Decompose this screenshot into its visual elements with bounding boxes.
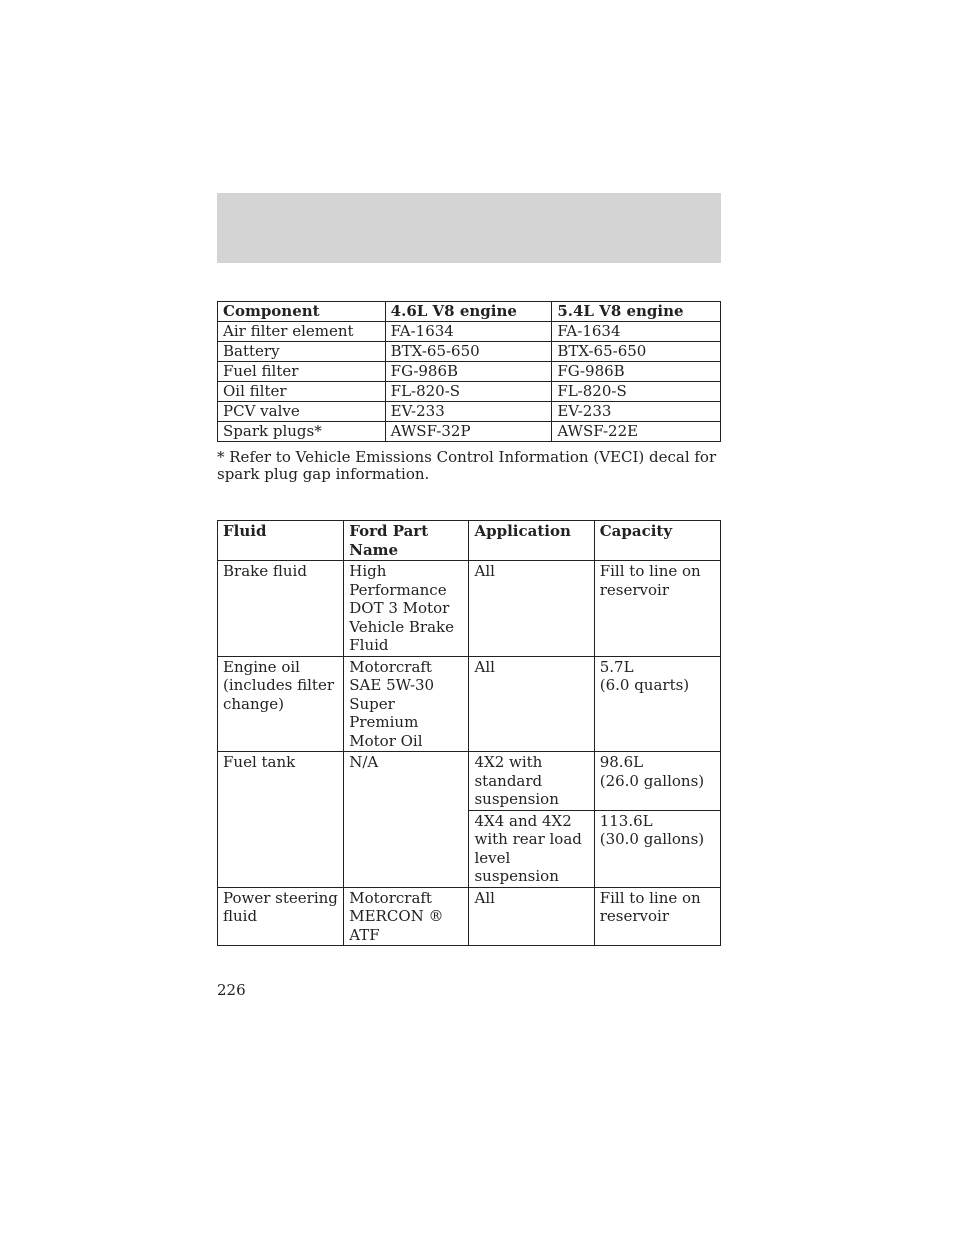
table-row-power-steering [218, 887, 721, 946]
capacity-cell [594, 752, 720, 811]
fluid-cell: Power steering fluid [218, 887, 344, 946]
spark-plug-footnote: * Refer to Vehicle Emissions Control Information (VECI) decal for spark plug gap information. [217, 448, 717, 483]
column-header-ford-part-name: Ford Part Name [344, 521, 469, 561]
application-cell: All [469, 656, 594, 752]
part-name-cell: N/A [344, 752, 469, 888]
capacity-gallons: (30.0 gallons) [599, 830, 705, 848]
part-name-cell: High Performance DOT 3 Motor Vehicle Brake Fluid [344, 561, 469, 657]
component-cell: PCV valve [218, 402, 386, 422]
table-row-engine-oil [218, 656, 721, 752]
application-cell: All [469, 887, 594, 946]
table-row [218, 422, 721, 442]
component-cell: Spark plugs* [218, 422, 386, 442]
table-row [218, 382, 721, 402]
part-cell: AWSF-22E [552, 422, 721, 442]
table-row [218, 402, 721, 422]
column-header-54l-engine: 5.4L V8 engine [552, 302, 721, 322]
parts-table-header-row [218, 302, 721, 322]
application-cell: 4X4 and 4X2 with rear load level suspension [469, 810, 594, 887]
part-cell: FA-1634 [552, 322, 721, 342]
column-header-application: Application [469, 521, 594, 561]
capacity-quarts: (6.0 quarts) [599, 676, 690, 694]
part-name-cell: Motorcraft SAE 5W-30 Super Premium Motor Oil [344, 656, 469, 752]
table-row [218, 342, 721, 362]
column-header-fluid: Fluid [218, 521, 344, 561]
part-cell: EV-233 [552, 402, 721, 422]
part-name-cell: Motorcraft MERCON ® ATF [344, 887, 469, 946]
capacity-cell [594, 656, 720, 752]
table-row-brake-fluid [218, 561, 721, 657]
fluids-table [217, 520, 721, 946]
capacity-cell [594, 810, 720, 887]
application-cell: All [469, 561, 594, 657]
page-number: 226 [217, 981, 246, 999]
part-cell: EV-233 [385, 402, 552, 422]
part-cell: AWSF-32P [385, 422, 552, 442]
fluid-cell: Brake fluid [218, 561, 344, 657]
column-header-component: Component [218, 302, 386, 322]
part-cell: FL-820-S [552, 382, 721, 402]
component-cell: Fuel filter [218, 362, 386, 382]
section-header-band [217, 193, 721, 263]
table-row-fuel-tank [218, 752, 721, 811]
capacity-gallons: (26.0 gallons) [599, 771, 705, 790]
component-cell: Oil filter [218, 382, 386, 402]
table-row [218, 322, 721, 342]
column-header-46l-engine: 4.6L V8 engine [385, 302, 552, 322]
capacity-liters: 98.6L [599, 753, 644, 771]
capacity-cell: Fill to line on reservoir [594, 887, 720, 946]
part-cell: FG-986B [552, 362, 721, 382]
part-cell: BTX-65-650 [552, 342, 721, 362]
capacity-cell: Fill to line on reservoir [594, 561, 720, 657]
component-cell: Battery [218, 342, 386, 362]
part-cell: BTX-65-650 [385, 342, 552, 362]
column-header-capacity: Capacity [594, 521, 720, 561]
part-cell: FA-1634 [385, 322, 552, 342]
application-cell: 4X2 with standard suspension [469, 752, 594, 811]
fluids-table-header-row [218, 521, 721, 561]
capacity-liters: 5.7L [599, 657, 634, 676]
table-row [218, 362, 721, 382]
capacity-liters: 113.6L [599, 811, 653, 830]
part-cell: FL-820-S [385, 382, 552, 402]
component-cell: Air filter element [218, 322, 386, 342]
part-cell: FG-986B [385, 362, 552, 382]
fluid-cell: Engine oil (includes filter change) [218, 656, 344, 752]
fluid-cell: Fuel tank [218, 752, 344, 888]
parts-table [217, 301, 721, 442]
